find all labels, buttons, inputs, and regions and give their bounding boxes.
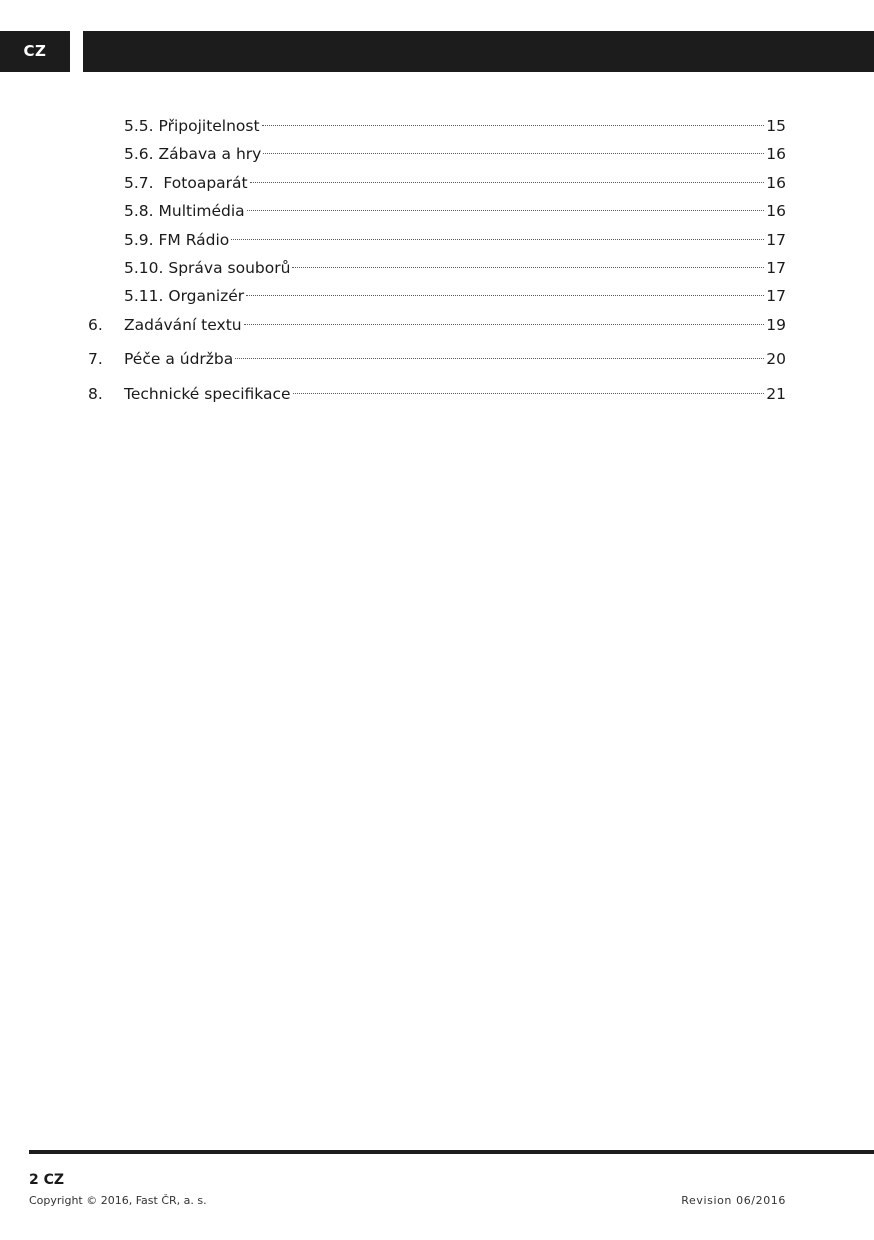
toc-entry-number: 6. bbox=[88, 315, 103, 334]
toc-entry-5-9[interactable] bbox=[0, 226, 874, 254]
toc-entry-title: 5.7. Fotoaparát bbox=[124, 169, 248, 197]
toc-entry-5-5[interactable] bbox=[0, 112, 874, 140]
toc-entry-title: 5.10. Správa souborů bbox=[124, 254, 290, 282]
toc-entry-8[interactable] bbox=[0, 380, 874, 414]
toc-dot-leader bbox=[263, 153, 764, 154]
toc-entry-page: 17 bbox=[766, 287, 786, 306]
toc-dot-leader bbox=[292, 267, 764, 268]
footer-rule bbox=[29, 1150, 874, 1154]
toc-entry-5-7[interactable] bbox=[0, 169, 874, 197]
toc-entry-page: 20 bbox=[766, 350, 786, 369]
toc-dot-leader bbox=[293, 393, 765, 394]
toc-dot-leader bbox=[231, 239, 764, 240]
toc-entry-page: 19 bbox=[766, 315, 786, 334]
toc-entry-title: Technické specifikace bbox=[124, 380, 291, 408]
toc-entry-5-6[interactable] bbox=[0, 140, 874, 168]
toc-entry-7[interactable] bbox=[0, 345, 874, 379]
toc-dot-leader bbox=[246, 295, 764, 296]
toc-entry-page: 15 bbox=[766, 117, 786, 135]
toc-entry-title: 5.6. Zábava a hry bbox=[124, 140, 261, 168]
toc-entry-page: 21 bbox=[766, 384, 786, 403]
toc-entry-title: Péče a údržba bbox=[124, 345, 233, 373]
toc-entry-title: 5.5. Připojitelnost bbox=[124, 112, 260, 140]
toc-entry-number: 8. bbox=[88, 384, 103, 403]
toc-dot-leader bbox=[244, 324, 765, 325]
toc-entry-title: 5.9. FM Rádio bbox=[124, 226, 229, 254]
toc-entry-title: 5.8. Multimédia bbox=[124, 197, 245, 225]
page-number-label: 2 CZ bbox=[29, 1172, 65, 1188]
toc-entry-5-11[interactable] bbox=[0, 282, 874, 310]
toc-dot-leader bbox=[235, 358, 764, 359]
copyright-text: Copyright © 2016, Fast ČR, a. s. bbox=[29, 1194, 207, 1207]
toc-entry-number: 7. bbox=[88, 350, 103, 369]
revision-text: Revision 06/2016 bbox=[681, 1194, 786, 1207]
toc-entry-page: 16 bbox=[766, 202, 786, 221]
toc-entry-page: 16 bbox=[766, 173, 786, 192]
toc-entry-6[interactable] bbox=[0, 311, 874, 345]
toc-entry-title: Zadávání textu bbox=[124, 311, 242, 339]
toc-dot-leader bbox=[250, 182, 765, 183]
language-tab: CZ bbox=[0, 31, 70, 72]
table-of-contents bbox=[0, 112, 874, 414]
toc-entry-page: 16 bbox=[766, 145, 786, 164]
toc-entry-5-10[interactable] bbox=[0, 254, 874, 282]
header-bar bbox=[83, 31, 874, 72]
toc-dot-leader bbox=[247, 210, 765, 211]
toc-entry-page: 17 bbox=[766, 258, 786, 277]
toc-entry-5-8[interactable] bbox=[0, 197, 874, 225]
toc-entry-title: 5.11. Organizér bbox=[124, 282, 244, 310]
toc-entry-page: 17 bbox=[766, 230, 786, 249]
toc-dot-leader bbox=[262, 125, 765, 126]
